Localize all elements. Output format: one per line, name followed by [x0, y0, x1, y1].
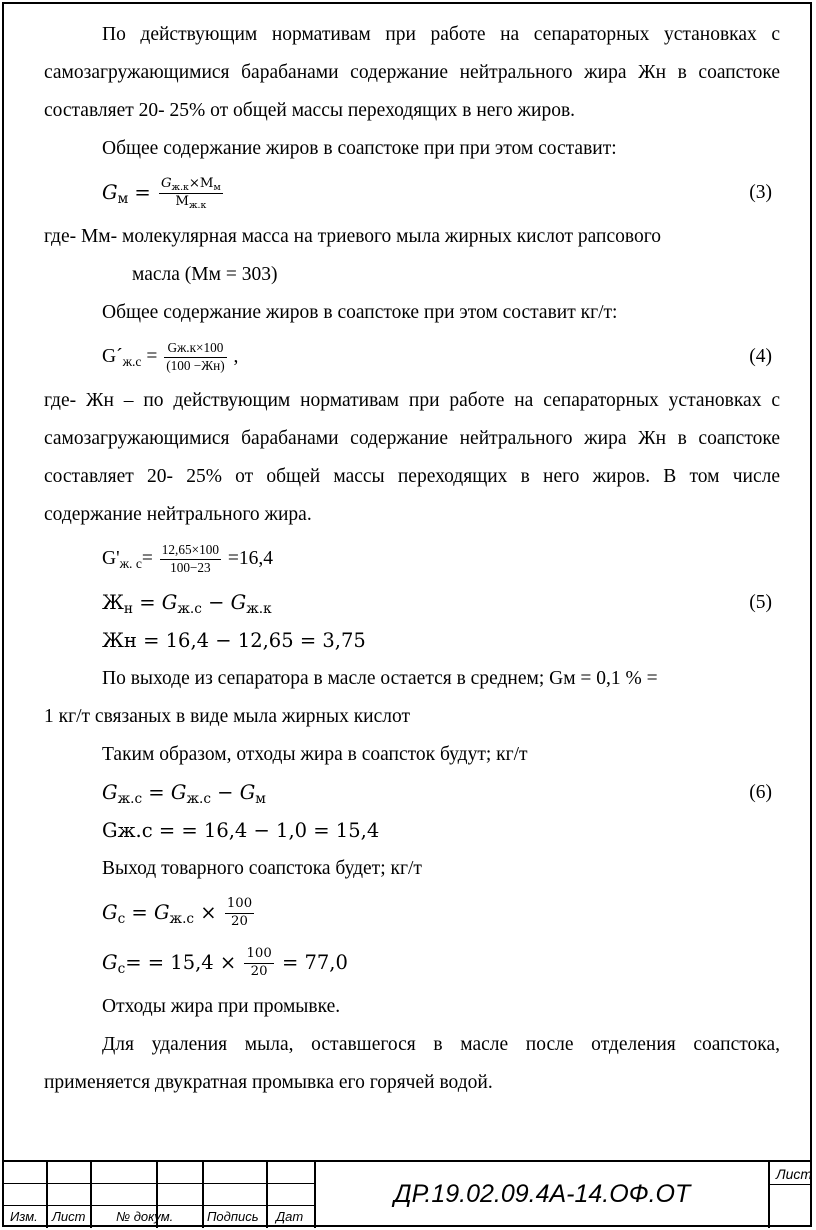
equation-4: $G´_{ж.с}$ = $\frac{Gж.к\times 100}{(100 -Жн)}$ , (4)	[44, 332, 780, 382]
equation-calc-1-result: =16,4	[227, 548, 273, 569]
title-block	[4, 1160, 813, 1228]
equation-3-number: (3)	[749, 182, 772, 203]
equation-5b: Жн = 16,4 − 12,65 = 3,75	[102, 629, 366, 652]
col-izm: Изм.	[10, 1209, 38, 1224]
equation-7b: $G_с= = 15,4$ × $\frac{100}{20}$ = 77,0	[102, 946, 348, 979]
equation-4-number: (4)	[749, 346, 772, 367]
paragraph-9: Отходы жира при промывке.	[102, 996, 341, 1017]
paragraph-1: По действующим нормативам при работе на сепараторных установках с самозагружающимися барабанами содержание нейтрального жира Жн в соапстоке составляет 20- 25% от общей массы переходящих в него жиров.	[44, 24, 780, 121]
col-sign: Подпись	[207, 1209, 259, 1224]
equation-6: $G_{ж.с} = G_{ж.с} - G_м$ (6)	[44, 774, 780, 812]
equation-5: $Ж_н = G_{ж.с} - G_{ж.к}$ (5)	[44, 584, 780, 622]
document-code: ДР.19.02.09.4А-14.ОФ.ОТ	[394, 1180, 691, 1208]
col-date: Дат	[276, 1209, 304, 1224]
equation-6-number: (6)	[749, 782, 772, 803]
paragraph-7: Таким образом, отходы жира в соапсток будут; кг/т	[102, 744, 528, 765]
paragraph-5: где- Жн – по действующим нормативам при работе на сепараторных установках с самозагружающимися барабанами содержание нейтрального жира Жн в соапстоке составляет 20- 25% от общей массы переходящих в него жиров. В том числе содержание нейтрального жира.	[44, 390, 780, 525]
paragraph-4: Общее содержание жиров в соапстоке при этом составит кг/т:	[102, 302, 618, 323]
equation-5-number: (5)	[749, 592, 772, 613]
col-doc: № докум.	[116, 1209, 174, 1224]
equation-3: $G_м$ = $\frac{G_{ж.к}\times М_м}{М_{ж.к}}$ (3)	[44, 168, 780, 218]
paragraph-8: Выход товарного соапстока будет; кг/т	[102, 858, 422, 879]
paragraph-2: Общее содержание жиров в соапстоке при при этом составит:	[102, 138, 617, 159]
equation-calc-1: $G'_{ж. с}=$ $\frac{12,65\times 100}{100-23}$ =16,4	[102, 542, 273, 576]
paragraph-3b: масла (Мм = 303)	[132, 264, 278, 285]
document-body	[44, 16, 780, 1102]
paragraph-6b: 1 кг/т связаных в виде мыла жирных кислот	[44, 706, 411, 727]
paragraph-6a: По выходе из сепаратора в масле остается в среднем; Gм = 0,1 % =	[102, 668, 658, 689]
equation-7: $G_с = G_{ж.с}$ × $\frac{100}{20}$	[102, 896, 253, 929]
paragraph-10: Для удаления мыла, оставшегося в масле после отделения соапстока, применяется двукратная промывка его горячей водой.	[44, 1034, 780, 1093]
paragraph-3a: где- Мм- молекулярная масса на триевого мыла жирных кислот рапсового	[44, 226, 661, 247]
equation-6b: Gж.с = = 16,4 − 1,0 = 15,4	[102, 819, 380, 842]
col-list: Лист	[52, 1209, 86, 1224]
sheet-label: Лист	[776, 1166, 813, 1182]
